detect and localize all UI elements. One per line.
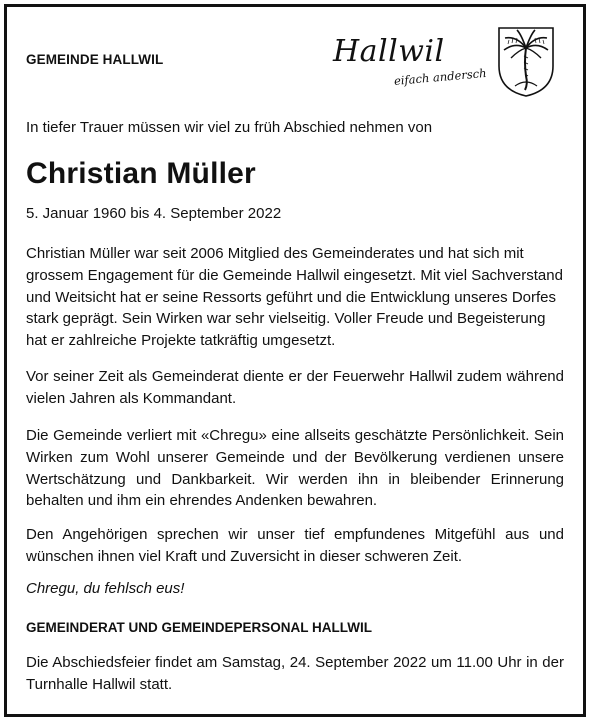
paragraph-tribute: Christian Müller war seit 2006 Mitglied des Gemeinderates und hat sich mit grossem Engagement für die Gemeinde Hallwil eingesetzt. Mit viel Sachverstand und Weitsicht hat er seine Ressorts geführt und die Entwicklung unseres Dorfes stark geprägt. Sein Wirken war sehr vielseitig. Voller Freude und Begeisterung hat er zahlreiche Projekte tatkräftig umgesetzt. xyxy=(26,245,563,350)
ceremony-info: Die Abschiedsfeier findet am Samstag, 24. September 2022 um 11.00 Uhr in der Turnhalle Hallwil statt. xyxy=(26,654,564,693)
intro-line: In tiefer Trauer müssen wir viel zu früh Abschied nehmen von xyxy=(26,119,433,136)
org-name: GEMEINDE HALLWIL xyxy=(26,52,164,67)
signature: GEMEINDERAT UND GEMEINDEPERSONAL HALLWIL xyxy=(26,620,373,635)
deceased-name: Christian Müller xyxy=(26,157,256,190)
logo-wordmark: Hallwil xyxy=(333,34,445,69)
life-dates: 5. Januar 1960 bis 4. September 2022 xyxy=(26,205,282,222)
paragraph-fire-brigade: Vor seiner Zeit als Gemeinderat diente er der Feuerwehr Hallwil zudem während vielen Jahren als Kommandant. xyxy=(26,368,564,407)
notice-frame xyxy=(4,4,586,717)
logo-slogan: eifach andersch xyxy=(393,65,488,88)
paragraph-condolences: Den Angehörigen sprechen wir unser tief empfundenes Mitgefühl aus und wünschen ihnen viel Kraft und Zuversicht in dieser schweren Zeit. xyxy=(26,526,564,565)
closing-line: Chregu, du fehlsch eus! xyxy=(26,580,185,597)
palm-tree-crest-icon xyxy=(497,26,555,98)
paragraph-remembrance: Die Gemeinde verliert mit «Chregu» eine allseits geschätzte Persönlichkeit. Sein Wirken zum Wohl unserer Gemeinde und der Bevölkerung verdienen unsere Wertschätzung und Dankbarkeit. Wir werden ihn in bleibender Erinnerung behalten und ihm ein ehrendes Andenken bewahren. xyxy=(26,427,564,510)
